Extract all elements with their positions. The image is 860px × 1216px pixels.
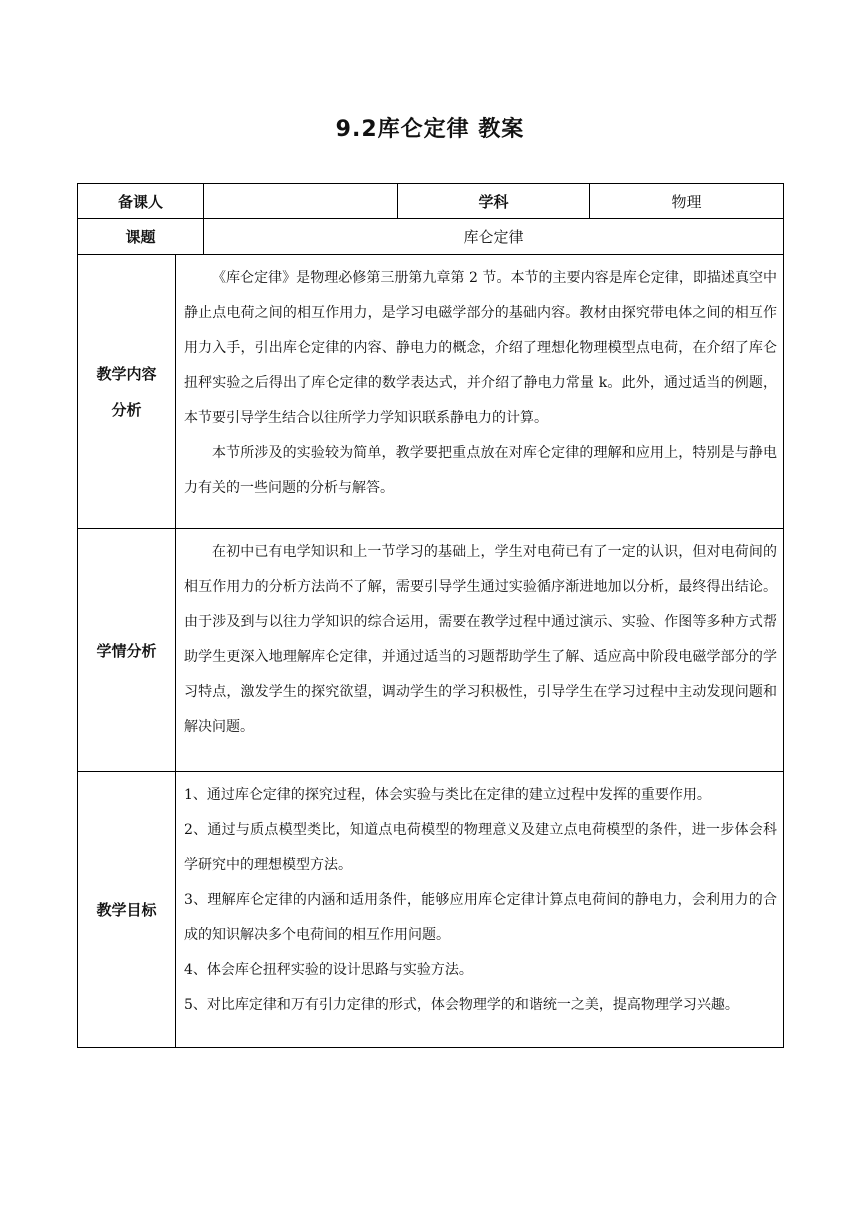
objective-item: 1、通过库仑定律的探究过程，体会实验与类比在定律的建立过程中发挥的重要作用。 <box>184 787 711 803</box>
content-analysis-body <box>176 255 784 529</box>
objective-item: 2、通过与质点模型类比，知道点电荷模型的物理意义及建立点电荷模型的条件，进一步体会科学研究中的理想模型方法。 <box>184 822 778 873</box>
objective-item: 3、理解库仑定律的内涵和适用条件，能够应用库仑定律计算点电荷间的静电力，会利用力的合成的知识解决多个电荷间的相互作用问题。 <box>184 892 778 943</box>
student-analysis-label: 学情分析 <box>78 529 176 772</box>
content-analysis-row <box>78 255 784 529</box>
preparer-value <box>204 184 398 219</box>
content-analysis-label-line2: 分析 <box>111 400 142 419</box>
document-title: 9.2库仑定律 教案 <box>335 117 525 142</box>
objective-item: 5、对比库定律和万有引力定律的形式，体会物理学的和谐统一之美，提高物理学习兴趣。 <box>184 997 739 1013</box>
topic-label: 课题 <box>78 219 204 255</box>
student-analysis-row <box>78 529 784 772</box>
content-analysis-label <box>78 255 176 529</box>
objective-item: 4、体会库仑扭秤实验的设计思路与实验方法。 <box>184 962 473 978</box>
subject-label: 学科 <box>398 184 590 219</box>
content-paragraph-2: 本节所涉及的实验较为简单，教学要把重点放在对库仑定律的理解和应用上，特别是与静电力有关的一些问题的分析与解答。 <box>184 445 778 496</box>
objectives-body <box>176 772 784 1048</box>
content-analysis-label-line1: 教学内容 <box>96 364 157 383</box>
objectives-row <box>78 772 784 1048</box>
objectives-label: 教学目标 <box>78 772 176 1048</box>
student-paragraph-1: 在初中已有电学知识和上一节学习的基础上，学生对电荷已有了一定的认识，但对电荷间的相互作用力的分析方法尚不了解，需要引导学生通过实验循序渐进地加以分析，最终得出结论。由于涉及到与以往力学知识的综合运用，需要在教学过程中通过演示、实验、作图等多种方式帮助学生更深入地理解库仑定律，并通过适当的习题帮助学生了解、适应高中阶段电磁学部分的学习特点，激发学生的探究欲望，调动学生的学习积极性，引导学生在学习过程中主动发现问题和解决问题。 <box>184 544 778 735</box>
student-analysis-body <box>176 529 784 772</box>
lesson-plan-table <box>77 183 784 1048</box>
subject-value: 物理 <box>590 184 784 219</box>
preparer-label: 备课人 <box>78 184 204 219</box>
topic-value: 库仑定律 <box>204 219 784 255</box>
content-paragraph-1: 《库仑定律》是物理必修第三册第九章第 2 节。本节的主要内容是库仑定律，即描述真空中静止点电荷之间的相互作用力，是学习电磁学部分的基础内容。教材由探究带电体之间的相互作用力入手，引出库仑定律的内容、静电力的概念，介绍了理想化物理模型点电荷，在介绍了库仑扭秤实验之后得出了库仑定律的数学表达式，并介绍了静电力常量 k。此外，通过适当的例题，本节要引导学生结合以往所学力学知识联系静电力的计算。 <box>184 270 778 426</box>
topic-row <box>78 219 784 255</box>
header-row <box>78 184 784 219</box>
